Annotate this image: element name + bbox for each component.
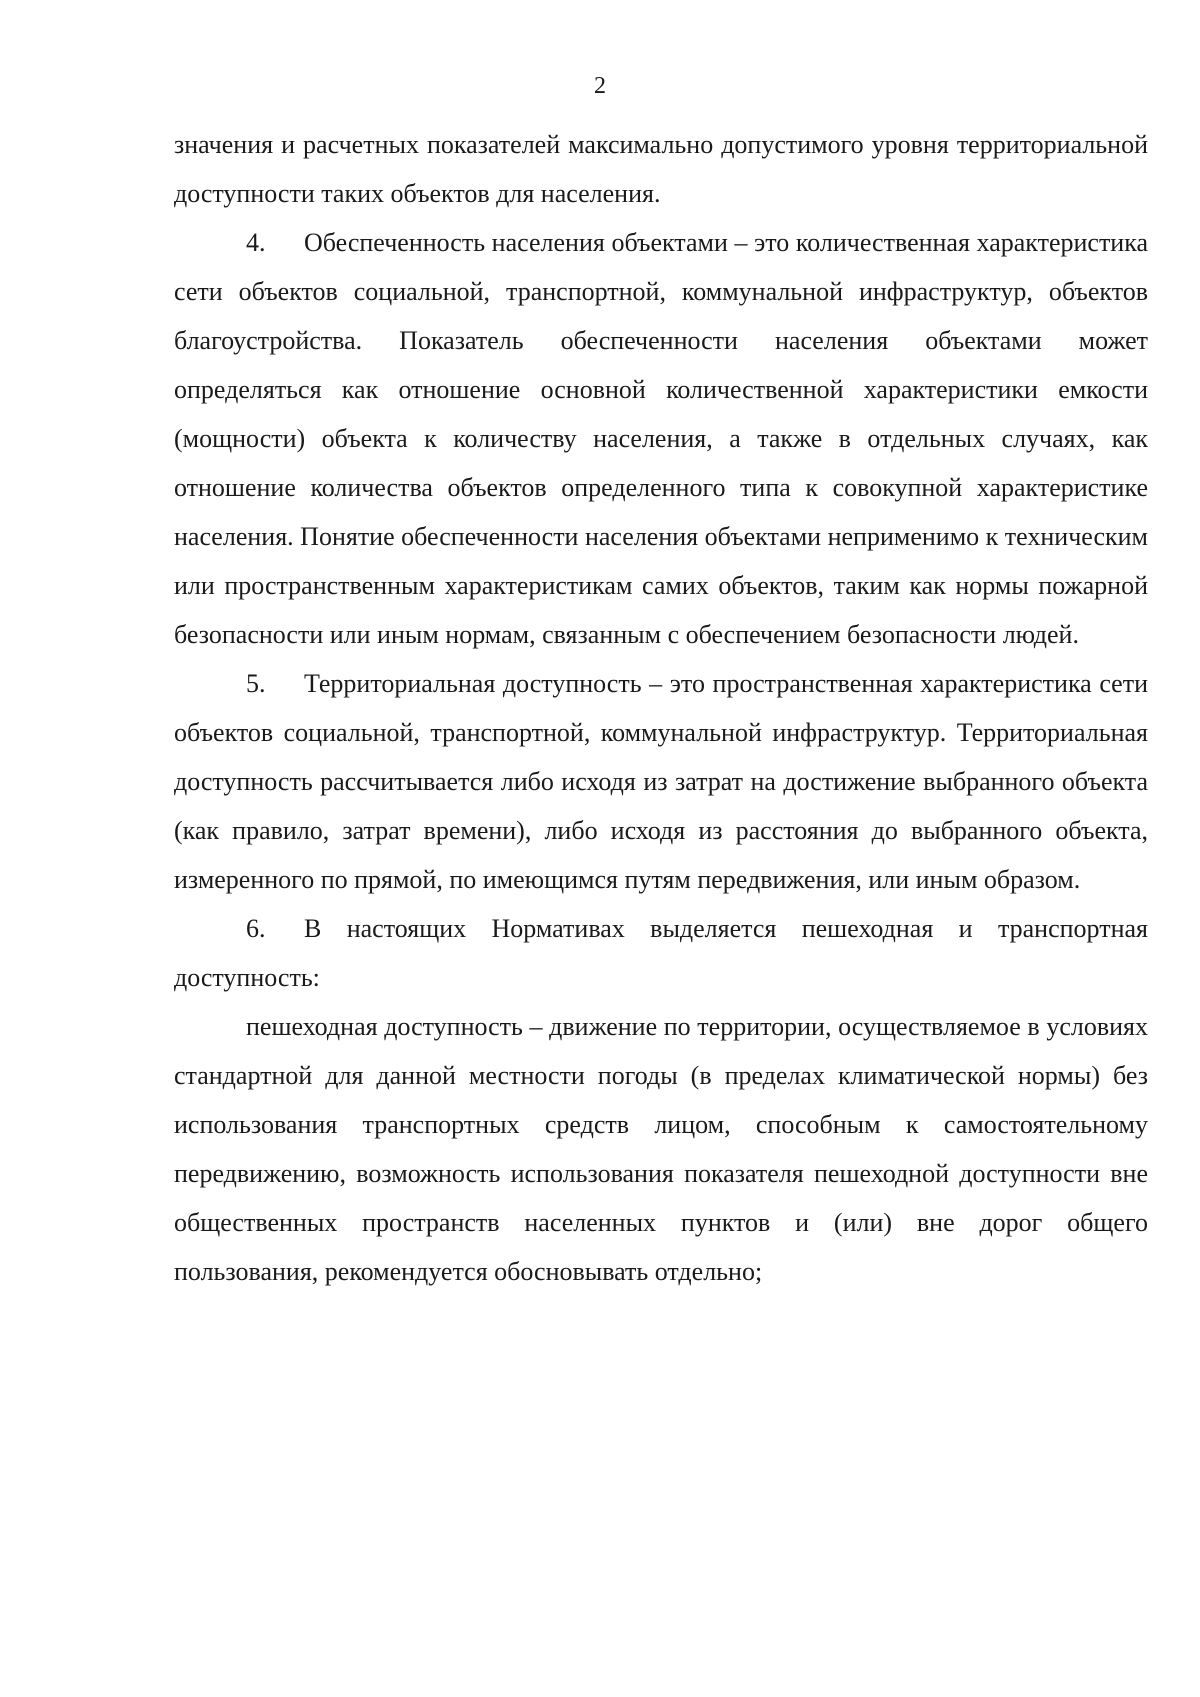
- paragraph-6: [174, 904, 1148, 1002]
- paragraph-5: [174, 659, 1148, 904]
- paragraph-number: 5.: [246, 669, 266, 698]
- paragraph-number: 6.: [246, 914, 266, 943]
- page-number: 2: [594, 73, 606, 99]
- document-body: [174, 120, 1148, 1296]
- paragraph-text: значения и расчетных показателей максимально допустимого уровня территориальной доступности таких объектов для населения.: [174, 130, 1148, 208]
- paragraph-number: 4.: [246, 228, 266, 257]
- paragraph-4: [174, 218, 1148, 659]
- paragraph-text: Обеспеченность населения объектами – это количественная характеристика сети объектов социальной, транспортной, коммунальной инфраструктур, объектов благоустройства. Показатель обеспеченности населения объектами может определяться как отношение основной количественной характеристики емкости (мощности) объекта к количеству населения, а также в отдельных случаях, как отношение количества объектов определенного типа к совокупной характеристике населения. Понятие обеспеченности населения объектами неприменимо к техническим или пространственным характеристикам самих объектов, таким как нормы пожарной безопасности или иным нормам, связанным с обеспечением безопасности людей.: [174, 228, 1148, 649]
- paragraph-text: Территориальная доступность – это пространственная характеристика сети объектов социальной, транспортной, коммунальной инфраструктур. Территориальная доступность рассчитывается либо исходя из затрат на достижение выбранного объекта (как правило, затрат времени), либо исходя из расстояния до выбранного объекта, измеренного по прямой, по имеющимся путям передвижения, или иным образом.: [174, 669, 1148, 894]
- paragraph-pedestrian-access: [174, 1002, 1148, 1296]
- paragraph-text: В настоящих Нормативах выделяется пешеходная и транспортная доступность:: [174, 914, 1148, 992]
- paragraph-continuation: [174, 120, 1148, 218]
- paragraph-text: пешеходная доступность – движение по территории, осуществляемое в условиях стандартной для данной местности погоды (в пределах климатической нормы) без использования транспортных средств лицом, способным к самостоятельному передвижению, возможность использования показателя пешеходной доступности вне общественных пространств населенных пунктов и (или) вне дорог общего пользования, рекомендуется обосновывать отдельно;: [174, 1012, 1148, 1286]
